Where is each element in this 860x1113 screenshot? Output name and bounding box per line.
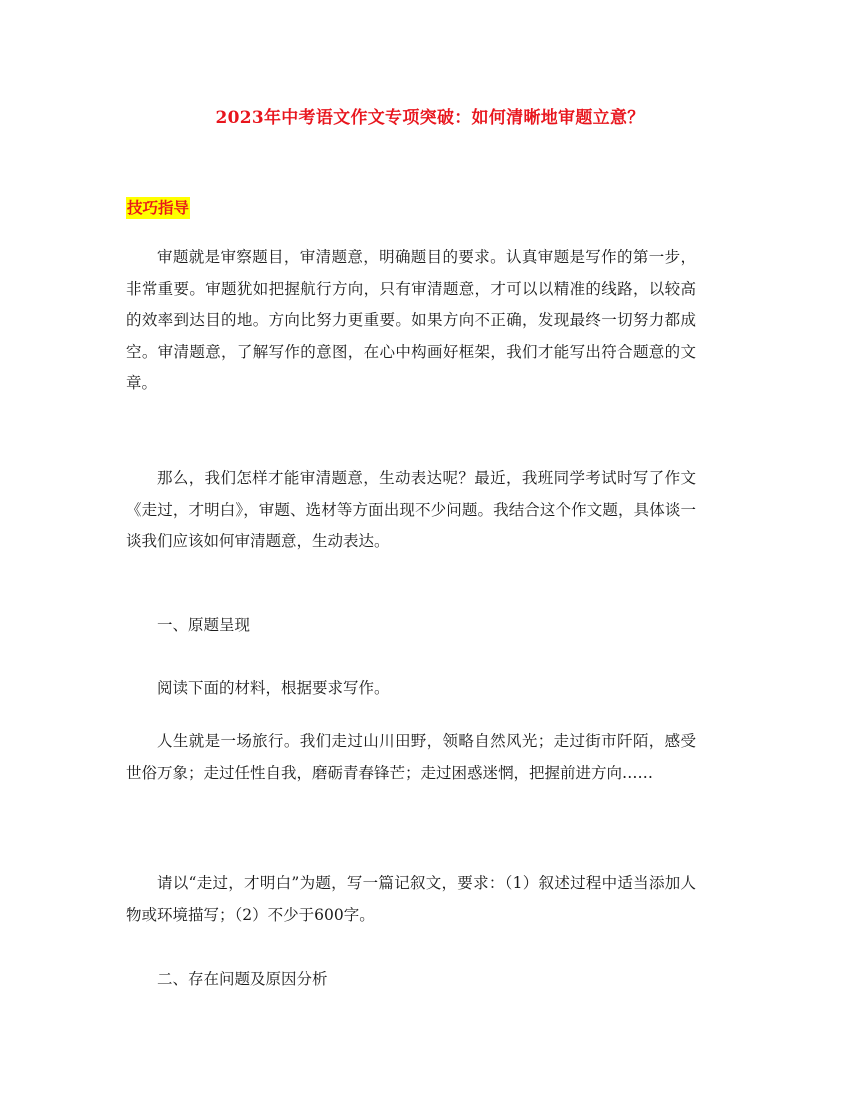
section-heading-tips: 技巧指导 [127,198,190,217]
paragraph-requirements: 请以“走过，才明白”为题，写一篇记叙文，要求：（1）叙述过程中适当添加人物或环境描写；（2）不少于600字。 [126,874,696,924]
subheading-problems-analysis: 二、存在问题及原因分析 [157,970,328,988]
document-title: 2023年中考语文作文专项突破：如何清晰地审题立意？ [215,108,645,128]
paragraph-material: 人生就是一场旅行。我们走过山川田野，领略自然风光；走过街市阡陌，感受世俗万象；走过任性自我，磨砺青春锋芒；走过困惑迷惘，把握前进方向…… [126,732,696,782]
paragraph-question: 那么，我们怎样才能审清题意，生动表达呢？最近，我班同学考试时写了作文《走过，才明白》，审题、选材等方面出现不少问题。我结合这个作文题，具体谈一谈我们应该如何审清题意，生动表达。 [126,469,696,550]
subheading-original-prompt: 一、原题呈现 [157,616,251,634]
paragraph-intro: 审题就是审察题目，审清题意，明确题目的要求。认真审题是写作的第一步，非常重要。审题犹如把握航行方向，只有审清题意，才可以以精准的线路，以较高的效率到达目的地。方向比努力更重要。如果方向不正确，发现最终一切努力都成空。审清题意，了解写作的意图，在心中构画好框架，我们才能写出符合题意的文章。 [126,248,696,392]
paragraph-instruction: 阅读下面的材料，根据要求写作。 [157,679,390,697]
